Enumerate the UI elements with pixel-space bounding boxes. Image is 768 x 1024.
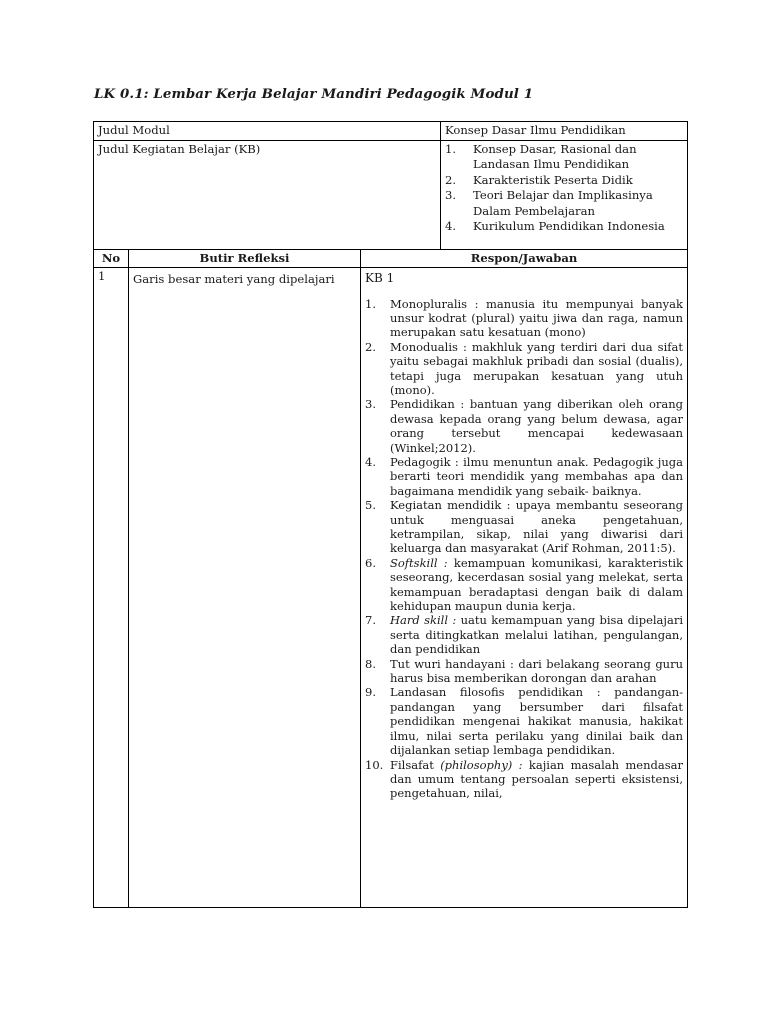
response-item-text: : manusia itu mempunyai banyak unsur kodrat (plural) yaitu jiwa dan raga, namun merupakan satu kesatuan (mono): [390, 296, 683, 340]
response-item: [365, 340, 683, 398]
header-respon: Respon/Jawaban: [361, 249, 688, 268]
response-item-text: : ilmu menuntun anak. Pedagogik juga berarti teori mendidik yang membahas apa dan bagaimana mendidik yang sebaik- baiknya.: [390, 454, 683, 498]
response-item-number: 7.: [365, 613, 376, 628]
response-item-term: Pendidikan: [390, 397, 455, 412]
worksheet-title: LK 0.1: Lembar Kerja Belajar Mandiri Pedagogik Modul 1: [94, 86, 534, 102]
response-item-text: uatu kemampuan yang bisa dipelajari serta ditingkatkan melalui latihan, pengulangan, dan pendidikan: [390, 613, 684, 657]
response-item: [365, 657, 683, 686]
worksheet-table: [93, 121, 688, 908]
kb-item-text: Teori Belajar dan Implikasinya Dalam Pembelajaran: [473, 188, 653, 218]
response-item-term: Landasan filosofis pendidikan: [390, 685, 584, 700]
header-no: No: [94, 249, 129, 268]
kb-item: [445, 188, 683, 219]
module-label: Judul Modul: [94, 122, 441, 141]
reflection-item: Garis besar materi yang dipelajari: [129, 268, 361, 908]
response-item-text: : pandangan- pandangan yang bersumber dari filsafat pendidikan mengenai hakikat manusia, hakikat ilmu, nilai serta perilaku yang dinilai baik dan dijalankan setiap lembaga pendidikan.: [390, 685, 683, 758]
response-item-number: 10.: [365, 757, 384, 772]
response-row-1: [94, 268, 688, 908]
kb-item-text: Karakteristik Peserta Didik: [473, 172, 633, 187]
response-item-number: 8.: [365, 656, 376, 671]
kb-list-cell: [441, 140, 688, 249]
response-item-term: Pedagogik: [390, 454, 451, 469]
module-value: Konsep Dasar Ilmu Pendidikan: [441, 122, 688, 141]
response-item-number: 4.: [365, 454, 376, 469]
kb-item-text: Kurikulum Pendidikan Indonesia: [473, 219, 665, 233]
response-item-term: Kegiatan mendidik: [390, 498, 502, 513]
header-butir: Butir Refleksi: [129, 249, 361, 268]
response-cell: [361, 268, 688, 908]
kb-item: [445, 173, 683, 189]
response-item-term: Monodualis: [390, 339, 458, 354]
response-item-number: 1.: [365, 296, 376, 311]
response-list: [365, 297, 683, 801]
response-item: [365, 498, 683, 556]
kb-item: [445, 142, 683, 173]
response-item: [365, 758, 683, 801]
kb1-label: KB 1: [365, 271, 395, 285]
kb-item-number: 3.: [445, 188, 457, 202]
response-item-prefix: Filsafat: [390, 757, 441, 772]
kb-item-number: 4.: [445, 219, 457, 233]
kb-label: Judul Kegiatan Belajar (KB): [94, 140, 441, 249]
kb-item-number: 1.: [445, 141, 457, 156]
response-item-number: 2.: [365, 339, 376, 354]
response-item-number: 9.: [365, 685, 376, 700]
response-item: [365, 613, 683, 656]
response-item-term: Monopluralis: [390, 296, 468, 311]
response-item-term: Tut wuri handayani: [390, 656, 506, 671]
response-item-term: Hard skill :: [390, 613, 457, 628]
header-row: [94, 249, 688, 268]
kb-row: [94, 140, 688, 249]
module-row: [94, 122, 688, 141]
response-item-text: : dari belakang seorang guru harus bisa memberikan dorongan dan arahan: [390, 656, 683, 686]
kb-item-text: Konsep Dasar, Rasional dan Landasan Ilmu Pendidikan: [473, 141, 637, 171]
kb-item-number: 2.: [445, 172, 457, 187]
response-item-text: kemampuan komunikasi, karakteristik seseorang, kecerdasan sosial yang melekat, serta kemampuan beradaptasi dengan baik di dalam kehidupan maupun dunia kerja.: [390, 555, 683, 614]
response-item-text: : bantuan yang diberikan oleh orang dewasa kepada orang yang belum dewasa, agar orang tersebut mencapai kedewasaan (Winkel;2012).: [390, 397, 683, 455]
response-item: [365, 297, 683, 340]
response-item-text: : upaya membantu seseorang untuk menguasai aneka pengetahuan, ketrampilan, sikap, nilai yang diwarisi dari keluarga dan masyarakat (Arif Rohman, 2011:5).: [390, 498, 683, 556]
kb-list: [445, 142, 683, 235]
row-number: 1: [94, 268, 129, 908]
response-item-number: 5.: [365, 498, 376, 513]
response-item-number: 3.: [365, 397, 376, 412]
response-item-text: kajian masalah mendasar dan umum tentang persoalan seperti eksistensi, pengetahuan, nilai,: [390, 757, 683, 801]
response-item-number: 6.: [365, 555, 376, 570]
response-item: [365, 556, 683, 614]
kb-item: [445, 219, 683, 235]
response-item-text: : makhluk yang terdiri dari dua sifat yaitu sebagai makhluk pribadi dan sosial (dualis), tetapi juga merupakan kesatuan yang utuh (mono).: [390, 339, 683, 397]
response-item: [365, 397, 683, 455]
response-item: [365, 685, 683, 757]
response-item: [365, 455, 683, 498]
response-item-term: Softskill :: [390, 555, 448, 570]
response-item-term: (philosophy) :: [440, 757, 523, 772]
